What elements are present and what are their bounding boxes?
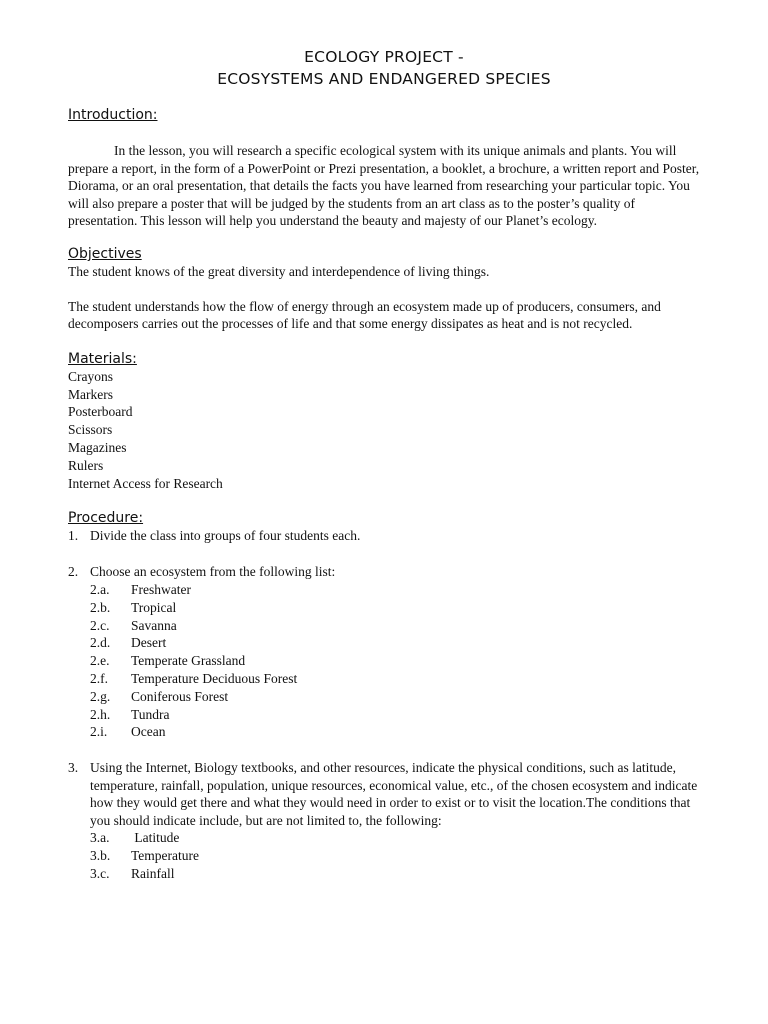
sub-number: 2.i. — [90, 724, 108, 740]
step-text: Choose an ecosystem from the following list: — [90, 564, 336, 580]
objectives-paragraph-1: The student knows of the great diversity and interdependence of living things. — [68, 263, 490, 279]
list-item: Scissors — [68, 422, 113, 438]
document-title — [68, 46, 700, 90]
list-item: Internet Access for Research — [68, 475, 223, 491]
list-item — [68, 865, 700, 883]
list-item — [68, 670, 700, 688]
title-line-2: ECOSYSTEMS AND ENDANGERED SPECIES — [217, 70, 551, 88]
step-number: 3. — [68, 760, 79, 776]
introduction-paragraph: In the lesson, you will research a specific ecological system with its unique animals and plants. You will prepare a report, in the form of a PowerPoint or Prezi presentation, a booklet, a brochure, a written report and Poster, Diorama, or an oral presentation, that details the facts you have learned from researching your particular topic. You will also prepare a poster that will be judged by the students from an art class as to the poster’s quality of presentation. This lesson will help you understand the beauty and majesty of our Planet’s ecology. — [68, 143, 700, 229]
list-item: Posterboard — [68, 404, 133, 420]
list-item — [68, 829, 700, 847]
list-item — [68, 847, 700, 865]
list-item — [68, 723, 700, 741]
sub-text: Desert — [131, 635, 167, 651]
materials-heading: Materials: — [68, 350, 137, 367]
step-text: Divide the class into groups of four students each. — [90, 528, 361, 544]
list-item — [68, 634, 700, 652]
step-text: Using the Internet, Biology textbooks, and other resources, indicate the physical conditions, such as latitude, temperature, rainfall, population, unique resources, economical value, etc., of the chosen ecosystem and indicate how they would get there and what they would need in order to exist or to visit the location.The conditions that you should indicate include, but are not limited to, the following: — [90, 760, 698, 828]
sub-text: Freshwater — [131, 581, 191, 597]
objectives-heading: Objectives — [68, 245, 142, 262]
objectives-paragraph-2: The student understands how the flow of energy through an ecosystem made up of producers, consumers, and decomposers carries out the processes of life and that some energy dissipates as heat and is not recycled. — [68, 298, 661, 332]
sub-number: 2.e. — [90, 653, 110, 669]
procedure-heading: Procedure: — [68, 510, 144, 527]
list-item — [68, 581, 700, 599]
list-item: Magazines — [68, 439, 127, 455]
list-item — [68, 688, 700, 706]
sub-text: Latitude — [131, 830, 180, 846]
list-item: Rulers — [68, 457, 104, 473]
ecosystem-list — [68, 581, 700, 741]
introduction-heading: Introduction: — [68, 107, 158, 123]
list-item — [68, 617, 700, 635]
sub-number: 2.g. — [90, 688, 111, 704]
sub-text: Temperature — [131, 848, 200, 864]
sub-text: Ocean — [131, 724, 166, 740]
conditions-list — [68, 829, 700, 882]
list-item — [68, 652, 700, 670]
sub-text: Rainfall — [131, 866, 175, 882]
sub-number: 3.c. — [90, 866, 110, 882]
sub-text: Savanna — [131, 617, 177, 633]
procedure-step-1 — [68, 527, 700, 545]
sub-number: 2.a. — [90, 581, 110, 597]
sub-text: Coniferous Forest — [131, 688, 229, 704]
title-line-1: ECOLOGY PROJECT - — [304, 48, 464, 66]
sub-number: 3.b. — [90, 848, 111, 864]
sub-number: 3.a. — [90, 830, 110, 846]
step-number: 2. — [68, 564, 79, 580]
sub-number: 2.d. — [90, 635, 111, 651]
sub-number: 2.f. — [90, 670, 108, 686]
list-item: Markers — [68, 386, 113, 402]
procedure-step-3 — [68, 759, 700, 829]
procedure-step-2 — [68, 563, 700, 581]
list-item — [68, 706, 700, 724]
sub-text: Tropical — [131, 599, 177, 615]
sub-text: Temperature Deciduous Forest — [131, 670, 298, 686]
list-item — [68, 599, 700, 617]
step-number: 1. — [68, 528, 79, 544]
materials-list — [68, 368, 700, 493]
sub-text: Tundra — [131, 706, 170, 722]
sub-number: 2.c. — [90, 617, 110, 633]
list-item: Crayons — [68, 368, 113, 384]
sub-text: Temperate Grassland — [131, 653, 246, 669]
sub-number: 2.b. — [90, 599, 111, 615]
sub-number: 2.h. — [90, 706, 111, 722]
